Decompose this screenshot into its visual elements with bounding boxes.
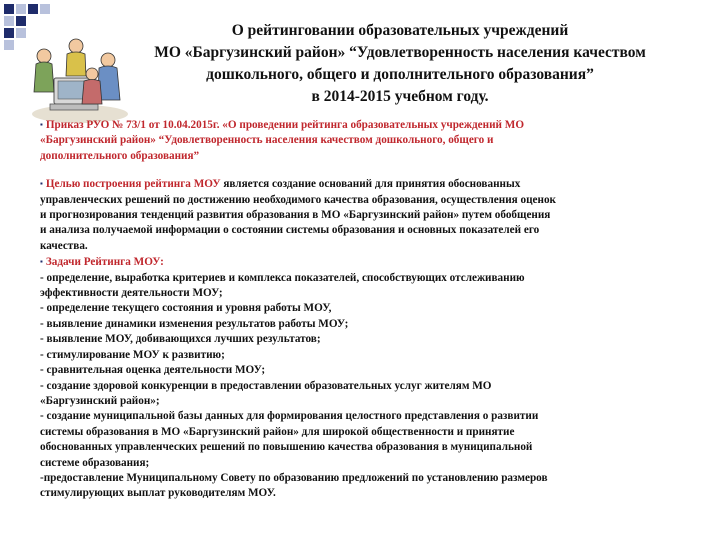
goal-line bbox=[40, 176, 704, 192]
tasks-heading: ▪ Задачи Рейтинга МОУ: bbox=[40, 256, 164, 269]
goal-line: и прогнозирования тенденций развития образования в МО «Баргузинский район» путем обобщения bbox=[40, 209, 551, 222]
task-line: стимулирующих выплат руководителям МОУ. bbox=[40, 487, 276, 500]
title-line: МО «Баргузинский район» “Удовлетворенность населения качеством bbox=[154, 44, 646, 61]
task-line: системы образования в МО «Баргузинский район» для широкой общественности и принятие bbox=[40, 425, 515, 438]
page-title bbox=[110, 20, 690, 108]
decor-square bbox=[4, 4, 14, 14]
task-line: - стимулирование МОУ к развитию; bbox=[40, 348, 225, 361]
bullet-icon: ▪ bbox=[40, 179, 43, 189]
task-line: - сравнительная оценка деятельности МОУ; bbox=[40, 364, 266, 377]
order-line: ▪ Приказ РУО № 73/1 от 10.04.2015г. «О проведении рейтинга образовательных учреждений МО bbox=[40, 119, 525, 131]
decor-square bbox=[16, 4, 26, 14]
decor-square bbox=[16, 16, 26, 26]
task-line: - выявление МОУ, добивающихся лучших результатов; bbox=[40, 333, 321, 346]
task-line: обоснованных управленческих решений по повышению качества образования в муниципальной bbox=[40, 441, 533, 454]
title-line: в 2014-2015 учебном году. bbox=[311, 88, 489, 105]
task-line: - создание здоровой конкуренции в предоставлении образовательных услуг жителям МО bbox=[40, 379, 492, 392]
task-line: - определение, выработка критериев и комплекса показателей, способствующих отслеживанию bbox=[40, 271, 525, 284]
bullet-icon: ▪ bbox=[40, 120, 43, 129]
title-line: дошкольного, общего и дополнительного образования” bbox=[206, 66, 594, 83]
decor-square bbox=[4, 40, 14, 50]
goal-line: управленческих решений по достижению необходимого качества образования, осуществления оценок bbox=[40, 193, 556, 206]
goal-rest: является создание оснований для принятия обоснованных bbox=[220, 178, 521, 191]
decor-square bbox=[40, 4, 50, 14]
task-line: - создание муниципальной базы данных для формирования целостного представления о развитии bbox=[40, 410, 539, 423]
task-line: системе образования; bbox=[40, 456, 150, 469]
bullet-icon: ▪ bbox=[40, 257, 43, 267]
goal-line: и анализа получаемой информации о состоянии системы образования и основных показателей его bbox=[40, 224, 540, 237]
task-line: - выявление динамики изменения результатов работы МОУ; bbox=[40, 317, 349, 330]
decor-square bbox=[4, 28, 14, 38]
task-line: эффективности деятельности МОУ; bbox=[40, 287, 223, 300]
order-paragraph bbox=[40, 117, 704, 164]
tasks-section bbox=[40, 254, 704, 502]
decor-square bbox=[4, 16, 14, 26]
task-line: -предоставление Муниципальному Совету по образованию предложений по установлению размеров bbox=[40, 471, 548, 484]
document-body bbox=[40, 117, 704, 502]
task-line: «Баргузинский район»; bbox=[40, 394, 160, 407]
task-line: - определение текущего состояния и уровня работы МОУ, bbox=[40, 302, 332, 315]
goal-lead: Целью построения рейтинга МОУ bbox=[45, 178, 221, 191]
goal-paragraph bbox=[40, 176, 704, 254]
decor-square bbox=[28, 4, 38, 14]
title-line: О рейтинговании образовательных учреждений bbox=[231, 22, 569, 39]
goal-line: качества. bbox=[40, 239, 88, 252]
order-line: дополнительного образования” bbox=[40, 149, 200, 162]
order-line: «Баргузинский район» “Удовлетворенность населения качеством дошкольного, общего и bbox=[40, 134, 494, 147]
